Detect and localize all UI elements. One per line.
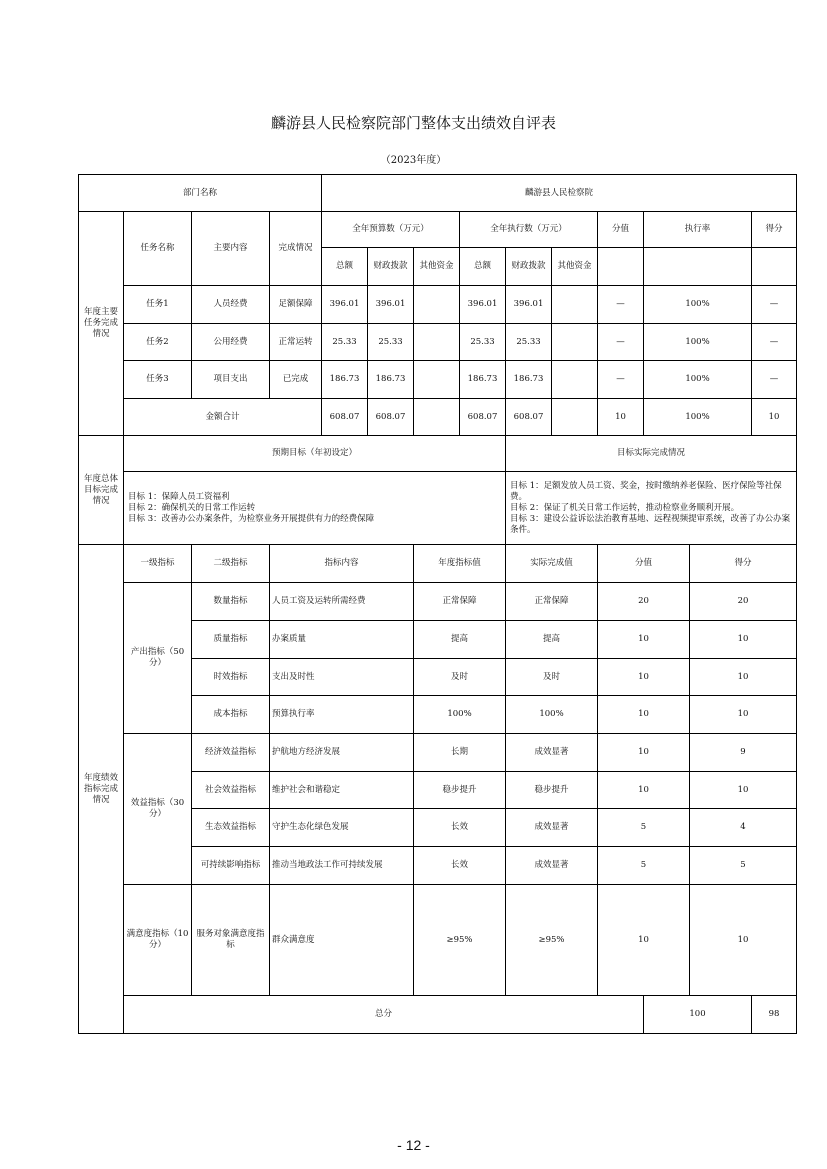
budget-fiscal-header: 财政拨款 bbox=[368, 248, 414, 286]
actual-goals: 目标 1：足额发放人员工资、奖金，按时缴纳养老保险、医疗保险等社保费。 目标 2：保证了机关日常工作运转，推动检察业务顺利开展。 目标 3：建设公益诉讼法治教育基地、远程视频提审系统，改善了办公办案条件。 bbox=[506, 472, 797, 545]
total-row bbox=[79, 996, 797, 1034]
task-section-label: 年度主要任务完成情况 bbox=[79, 212, 124, 436]
exec-group-header: 全年执行数（万元） bbox=[460, 212, 598, 248]
page-number: - 12 - bbox=[397, 1137, 430, 1153]
table-row: 生态效益指标 守护生态化绿色发展 长效 成效显著 5 4 bbox=[79, 809, 797, 847]
total-value: 100 bbox=[644, 996, 752, 1034]
exec-total-header: 总额 bbox=[460, 248, 506, 286]
goals-header-row bbox=[79, 436, 797, 472]
sum-label: 金额合计 bbox=[124, 399, 322, 436]
table-row: 社会效益指标 维护社会和谐稳定 稳步提升 稳步提升 10 10 bbox=[79, 772, 797, 809]
page-title: 麟游县人民检察院部门整体支出绩效自评表 bbox=[270, 114, 556, 132]
goals-section-label: 年度总体目标完成情况 bbox=[79, 436, 124, 545]
dept-label: 部门名称 bbox=[79, 175, 322, 212]
exec-other-header: 其他资金 bbox=[552, 248, 598, 286]
score-header: 得分 bbox=[752, 212, 797, 248]
table-row: 任务2 公用经费 正常运转 25.33 25.33 25.33 25.33 — 100% — bbox=[79, 324, 797, 361]
budget-total-header: 总额 bbox=[322, 248, 368, 286]
dept-row bbox=[79, 175, 797, 212]
total-label: 总分 bbox=[124, 996, 644, 1034]
exec-fiscal-header: 财政拨款 bbox=[506, 248, 552, 286]
total-score: 98 bbox=[752, 996, 797, 1034]
sum-row: 金额合计 608.07 608.07 608.07 608.07 10 100% 10 bbox=[79, 399, 797, 436]
budget-other-header: 其他资金 bbox=[414, 248, 460, 286]
score-value-header: 分值 bbox=[598, 212, 644, 248]
table-row: 产出指标（50分） 数量指标 人员工资及运转所需经费 正常保障 正常保障 20 20 bbox=[79, 583, 797, 621]
task-name-header: 任务名称 bbox=[124, 212, 192, 286]
budget-group-header: 全年预算数（万元） bbox=[322, 212, 460, 248]
table-row: 质量指标 办案质量 提高 提高 10 10 bbox=[79, 621, 797, 659]
table-row: 效益指标（30分） 经济效益指标 护航地方经济发展 长期 成效显著 10 9 bbox=[79, 734, 797, 772]
goals-content-row bbox=[79, 472, 797, 545]
year-subtitle: （2023年度） bbox=[380, 155, 447, 166]
table-row: 满意度指标（10分） 服务对象满意度指标 群众满意度 ≥95% ≥95% 10 10 bbox=[79, 885, 797, 996]
dept-value: 麟游县人民检察院 bbox=[322, 175, 797, 212]
expected-goals: 目标 1：保障人员工资福利 目标 2：确保机关的日常工作运转 目标 3：改善办公办案条件，为检察业务开展提供有力的经费保障 bbox=[124, 472, 506, 545]
table-row: 任务1 人员经费 足额保障 396.01 396.01 396.01 396.01 — 100% — bbox=[79, 286, 797, 324]
indicator-group-output: 产出指标（50分） bbox=[124, 583, 192, 734]
status-header: 完成情况 bbox=[270, 212, 322, 286]
table-row: 可持续影响指标 推动当地政法工作可持续发展 长效 成效显著 5 5 bbox=[79, 847, 797, 885]
content-header: 主要内容 bbox=[192, 212, 270, 286]
task-header-row bbox=[79, 212, 797, 248]
exec-rate-header: 执行率 bbox=[644, 212, 752, 248]
expected-goals-header: 预期目标（年初设定） bbox=[124, 436, 506, 472]
indicator-group-benefit: 效益指标（30分） bbox=[124, 734, 192, 885]
table-row: 任务3 项目支出 已完成 186.73 186.73 186.73 186.73 — 100% — bbox=[79, 361, 797, 399]
performance-table bbox=[78, 174, 797, 1034]
indicator-section-label: 年度绩效指标完成情况 bbox=[79, 545, 124, 1034]
table-row: 时效指标 支出及时性 及时 及时 10 10 bbox=[79, 659, 797, 696]
table-row: 成本指标 预算执行率 100% 100% 10 10 bbox=[79, 696, 797, 734]
indicator-header-row: 年度绩效指标完成情况 一级指标 二级指标 指标内容 年度指标值 实际完成值 分值 得分 bbox=[79, 545, 797, 583]
actual-goals-header: 目标实际完成情况 bbox=[506, 436, 797, 472]
indicator-group-satisfaction: 满意度指标（10分） bbox=[124, 885, 192, 996]
